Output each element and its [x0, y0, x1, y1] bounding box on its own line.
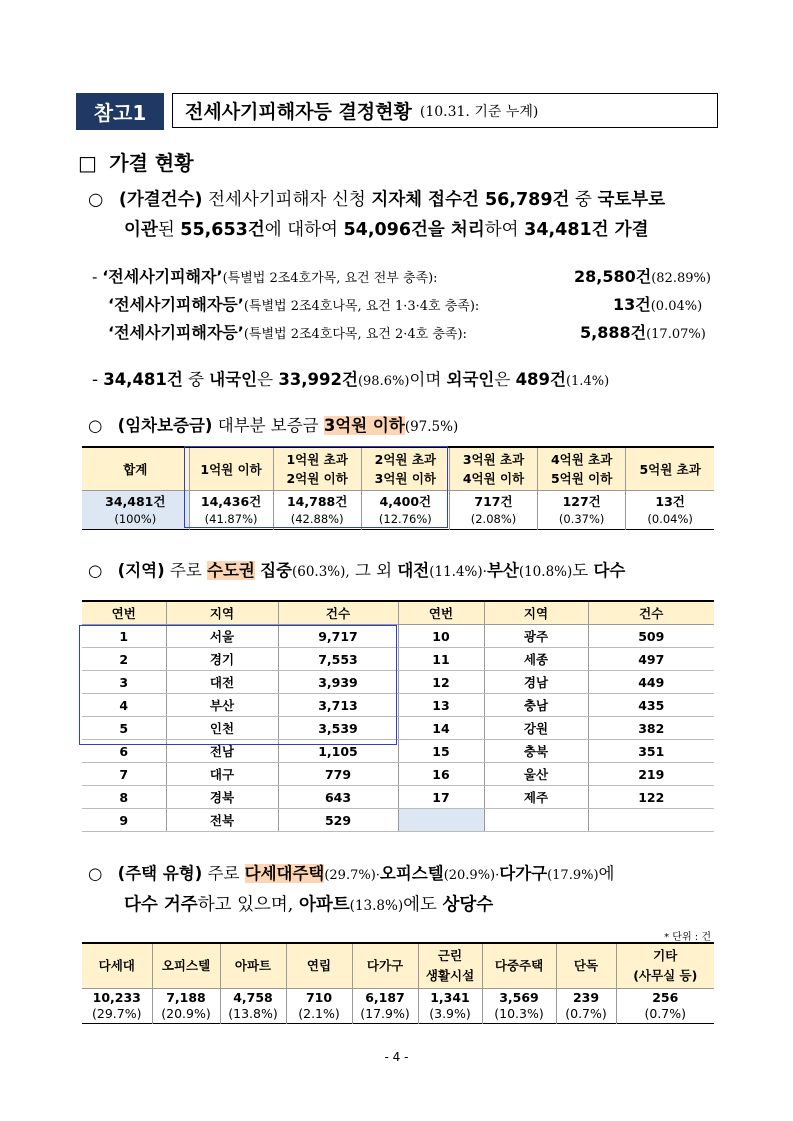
region-cell: 광주 — [484, 625, 588, 648]
table-row — [82, 694, 714, 717]
region-col-header: 지역 — [484, 601, 588, 625]
housing-text: 에 — [598, 864, 615, 883]
deposit-col-header: 1억원 이하 — [189, 447, 273, 491]
region-cell: 2 — [82, 648, 166, 671]
type-line-2 — [108, 292, 479, 315]
housing-percent: (0.7%) — [565, 1006, 607, 1021]
deposit-cell — [189, 491, 273, 530]
decision-text: 된 — [157, 220, 175, 240]
region-highlight: 수도권 — [207, 561, 255, 580]
domestic-label: 내국인 — [209, 370, 258, 389]
region-cell: 219 — [588, 763, 714, 786]
square-bullet-icon: □ — [78, 151, 97, 175]
circle-bullet-icon: ○ — [88, 561, 103, 580]
region-cell: 9,717 — [278, 625, 398, 648]
region-concentration: 집중 — [260, 561, 292, 580]
decision-approved: 34,481건 가결 — [524, 220, 649, 240]
deposit-col-header: 합계 — [82, 447, 189, 491]
decision-line-2 — [124, 216, 648, 241]
region-cell: 351 — [588, 740, 714, 763]
region-cell: 강원 — [484, 717, 588, 740]
region-pct: (60.3%), — [291, 564, 350, 580]
region-cell: 1,105 — [278, 740, 398, 763]
table-row — [82, 786, 714, 809]
housing-percent: (29.7%) — [92, 1006, 142, 1021]
housing-percent: (13.8%) — [228, 1006, 278, 1021]
region-cell: 3,713 — [278, 694, 398, 717]
region-cell: 12 — [398, 671, 484, 694]
deposit-cell — [82, 491, 189, 530]
housing-cell — [556, 989, 616, 1024]
housing-label: (주택 유형) — [117, 864, 203, 883]
region-cell: 9 — [82, 809, 166, 832]
decision-label: (가결건수) — [118, 190, 203, 210]
housing-percent: (20.9%) — [161, 1006, 211, 1021]
housing-count: 4,758 — [233, 990, 273, 1005]
deposit-count: 14,436건 — [200, 493, 262, 509]
deposit-col-header: 5억원 초과 — [626, 447, 714, 491]
decision-text: 에 대하여 — [264, 220, 338, 240]
type-1-pct: (82.89%) — [651, 271, 711, 286]
housing-cell — [418, 989, 482, 1024]
nationality-text: 은 — [494, 370, 511, 389]
type-2-desc: (특별법 2조4호나목, 요건 1·3·4호 충족): — [243, 299, 480, 314]
table-row — [82, 989, 714, 1024]
housing-count: 710 — [305, 990, 333, 1005]
region-cell: 6 — [82, 740, 166, 763]
region-pct: (11.4%)· — [429, 564, 487, 580]
deposit-col-header: 2억원 초과 3억원 이하 — [361, 447, 449, 491]
region-cell: 497 — [588, 648, 714, 671]
region-cell: 3,939 — [278, 671, 398, 694]
housing-col-header: 다중주택 — [482, 943, 556, 989]
deposit-col-header: 1억원 초과 2억원 이하 — [273, 447, 361, 491]
region-cell: 16 — [398, 763, 484, 786]
empty-cell — [588, 809, 714, 832]
housing-officetel: 오피스텔 — [379, 864, 444, 883]
section-heading-text: 가결 현황 — [109, 151, 194, 175]
region-cell: 경기 — [166, 648, 278, 671]
region-col-header: 연번 — [82, 601, 166, 625]
region-cell: 7,553 — [278, 648, 398, 671]
housing-considerable: 상당수 — [442, 895, 494, 915]
region-cell: 10 — [398, 625, 484, 648]
decision-line-1 — [88, 186, 665, 211]
foreign-pct: (1.4%) — [565, 374, 610, 389]
region-cell: 17 — [398, 786, 484, 809]
deposit-percent: (12.76%) — [378, 511, 432, 526]
region-col-header: 연번 — [398, 601, 484, 625]
housing-multi-household: 다가구 — [499, 864, 548, 883]
title-box — [172, 93, 718, 128]
unit-note: * 단위 : 건 — [664, 932, 711, 943]
type-3-result — [580, 320, 706, 343]
deposit-table — [82, 446, 714, 530]
region-cell: 대전 — [166, 671, 278, 694]
housing-apartment: 아파트 — [298, 895, 350, 915]
type-3-desc: (특별법 2조4호다목, 요건 2·4호 충족): — [243, 327, 467, 342]
housing-col-header: 근린 생활시설 — [418, 943, 482, 989]
type-line-3 — [108, 320, 467, 343]
empty-cell — [398, 809, 484, 832]
decision-text: 하여 — [484, 220, 519, 240]
type-3-count: 5,888건 — [580, 323, 647, 342]
deposit-percent: (41.87%) — [204, 511, 258, 526]
dash-bullet: - — [92, 268, 98, 286]
region-cell: 울산 — [484, 763, 588, 786]
nationality-line — [92, 366, 609, 390]
housing-count: 6,187 — [365, 990, 405, 1005]
deposit-percent: (0.37%) — [558, 511, 605, 526]
deposit-percent: (2.08%) — [470, 511, 517, 526]
region-cell: 세종 — [484, 648, 588, 671]
housing-line-1 — [88, 860, 615, 884]
housing-cell — [482, 989, 556, 1024]
region-cell: 509 — [588, 625, 714, 648]
housing-reside: 다수 거주 — [124, 895, 198, 915]
housing-cell — [616, 989, 714, 1024]
type-3-name: ‘전세사기피해자등’ — [108, 323, 244, 342]
table-header-row — [82, 943, 714, 989]
type-2-name: ‘전세사기피해자등’ — [108, 295, 244, 314]
region-cell: 충북 — [484, 740, 588, 763]
housing-percent: (2.1%) — [298, 1006, 340, 1021]
table-row — [82, 740, 714, 763]
housing-line-2 — [124, 891, 493, 916]
housing-pct: (13.8%) — [349, 898, 404, 914]
dash-bullet: - — [92, 370, 98, 389]
region-cell: 전북 — [166, 809, 278, 832]
region-daejeon: 대전 — [397, 561, 430, 580]
region-cell: 인천 — [166, 717, 278, 740]
decision-text: 중 — [575, 190, 592, 210]
region-cell: 15 — [398, 740, 484, 763]
table-row — [82, 809, 714, 832]
region-busan: 부산 — [486, 561, 519, 580]
region-cell: 11 — [398, 648, 484, 671]
region-cell: 14 — [398, 717, 484, 740]
decision-received: 지자체 접수건 56,789건 — [371, 190, 570, 210]
section-heading — [78, 147, 194, 176]
region-text: 도 — [572, 561, 589, 580]
decision-processed: 54,096건을 처리 — [343, 220, 485, 240]
housing-percent: (17.9%) — [360, 1006, 410, 1021]
region-cell: 435 — [588, 694, 714, 717]
region-cell: 7 — [82, 763, 166, 786]
region-cell: 8 — [82, 786, 166, 809]
housing-text: 주로 — [207, 864, 240, 883]
decision-ministry: 국토부로 — [597, 190, 666, 210]
circle-bullet-icon: ○ — [88, 190, 104, 210]
decision-text: 전세사기피해자 신청 — [208, 190, 366, 210]
type-line-1 — [92, 264, 438, 287]
region-cell: 3,539 — [278, 717, 398, 740]
region-many: 다수 — [593, 561, 626, 580]
decision-transfer: 이관 — [124, 220, 158, 240]
deposit-cell — [449, 491, 537, 530]
housing-count: 256 — [652, 990, 679, 1005]
housing-pct: (20.9%)· — [443, 868, 500, 883]
deposit-col-header: 4억원 초과 5억원 이하 — [538, 447, 626, 491]
type-1-desc: (특별법 2조4호가목, 요건 전부 충족): — [222, 271, 438, 286]
region-cell: 전남 — [166, 740, 278, 763]
housing-count: 1,341 — [430, 990, 470, 1005]
foreign-label: 외국인 — [446, 370, 495, 389]
region-col-header: 지역 — [166, 601, 278, 625]
deposit-highlight: 3억원 이하 — [323, 416, 405, 435]
housing-cell — [152, 989, 220, 1024]
housing-count: 7,188 — [166, 990, 206, 1005]
deposit-count: 34,481건 — [105, 493, 166, 509]
table-row — [82, 648, 714, 671]
type-2-pct: (0.04%) — [650, 299, 703, 314]
region-cell: 제주 — [484, 786, 588, 809]
deposit-text: 대부분 보증금 — [217, 416, 319, 435]
housing-col-header: 단독 — [556, 943, 616, 989]
type-1-count: 28,580건 — [574, 267, 652, 286]
region-cell: 대구 — [166, 763, 278, 786]
domestic-pct: (98.6%) — [357, 374, 410, 389]
region-cell: 충남 — [484, 694, 588, 717]
deposit-col-header: 3억원 초과 4억원 이하 — [449, 447, 537, 491]
housing-text: 에도 — [403, 895, 437, 915]
deposit-cell — [361, 491, 449, 530]
region-pct: (10.8%) — [518, 564, 573, 580]
housing-cell — [220, 989, 286, 1024]
region-cell: 3 — [82, 671, 166, 694]
region-text: 주로 — [169, 561, 202, 580]
deposit-percent: (100%) — [114, 511, 157, 526]
foreign-count: 489건 — [515, 370, 566, 389]
deposit-count: 14,788건 — [286, 493, 348, 509]
table-row — [82, 717, 714, 740]
nationality-text: 중 — [188, 370, 205, 389]
circle-bullet-icon: ○ — [88, 416, 103, 435]
deposit-cell — [538, 491, 626, 530]
housing-cell — [286, 989, 352, 1024]
deposit-percent: (42.88%) — [290, 511, 344, 526]
deposit-line — [88, 412, 458, 436]
housing-pct: (29.7%)· — [324, 868, 380, 883]
deposit-label: (임차보증금) — [117, 416, 213, 435]
region-cell: 382 — [588, 717, 714, 740]
type-1-name: ‘전세사기피해자’ — [102, 267, 223, 286]
region-cell: 경남 — [484, 671, 588, 694]
region-cell: 779 — [278, 763, 398, 786]
housing-col-header: 기타 (사무실 등) — [616, 943, 714, 989]
table-header-row — [82, 601, 714, 625]
decision-transferred-count: 55,653건 — [180, 220, 265, 240]
total-count: 34,481건 — [103, 370, 183, 389]
deposit-cell — [626, 491, 714, 530]
deposit-percent: (0.04%) — [647, 511, 693, 526]
housing-text: 하고 있으며, — [197, 895, 294, 915]
page-number: - 4 - — [384, 1050, 409, 1064]
domestic-count: 33,992건 — [278, 370, 358, 389]
region-cell: 449 — [588, 671, 714, 694]
region-cell: 서울 — [166, 625, 278, 648]
region-cell: 643 — [278, 786, 398, 809]
region-table — [82, 600, 714, 832]
table-row — [82, 763, 714, 786]
deposit-count: 13건 — [655, 493, 685, 509]
housing-col-header: 다세대 — [82, 943, 152, 989]
region-line — [88, 557, 625, 581]
region-cell: 1 — [82, 625, 166, 648]
deposit-count: 127건 — [562, 493, 601, 509]
region-cell: 529 — [278, 809, 398, 832]
region-col-header: 건수 — [588, 601, 714, 625]
region-label: (지역) — [117, 561, 165, 580]
region-cell: 4 — [82, 694, 166, 717]
table-row — [82, 491, 714, 530]
housing-cell — [82, 989, 152, 1024]
region-cell: 경북 — [166, 786, 278, 809]
reference-badge: 참고1 — [76, 93, 164, 130]
housing-multi-family: 다세대주택 — [244, 864, 325, 883]
deposit-cell — [273, 491, 361, 530]
title-note: (10.31. 기준 누계) — [419, 103, 539, 120]
housing-col-header: 다가구 — [352, 943, 418, 989]
nationality-text: 은 — [257, 370, 274, 389]
deposit-pct: (97.5%) — [404, 419, 459, 435]
housing-cell — [352, 989, 418, 1024]
housing-percent: (0.7%) — [644, 1006, 686, 1021]
housing-table — [82, 942, 714, 1024]
page-title: 전세사기피해자등 결정현황 — [185, 101, 412, 123]
region-cell: 122 — [588, 786, 714, 809]
nationality-text: 이며 — [409, 370, 442, 389]
type-3-pct: (17.07%) — [646, 327, 706, 342]
housing-count: 239 — [572, 990, 600, 1005]
deposit-count: 717건 — [474, 493, 513, 509]
region-cell: 13 — [398, 694, 484, 717]
table-row — [82, 671, 714, 694]
table-header-row — [82, 447, 714, 491]
housing-count: 3,569 — [499, 990, 539, 1005]
circle-bullet-icon: ○ — [88, 864, 103, 883]
region-cell: 부산 — [166, 694, 278, 717]
region-text: 그 외 — [354, 561, 393, 580]
type-2-result — [613, 292, 702, 315]
region-cell: 5 — [82, 717, 166, 740]
deposit-count: 4,400건 — [379, 493, 432, 509]
empty-cell — [484, 809, 588, 832]
table-row — [82, 625, 714, 648]
housing-col-header: 연립 — [286, 943, 352, 989]
housing-col-header: 아파트 — [220, 943, 286, 989]
type-2-count: 13건 — [613, 295, 651, 314]
housing-col-header: 오피스텔 — [152, 943, 220, 989]
housing-percent: (3.9%) — [429, 1006, 471, 1021]
housing-count: 10,233 — [92, 990, 141, 1005]
type-1-result — [574, 264, 711, 287]
housing-percent: (10.3%) — [494, 1006, 544, 1021]
housing-pct: (17.9%) — [547, 868, 599, 883]
region-col-header: 건수 — [278, 601, 398, 625]
